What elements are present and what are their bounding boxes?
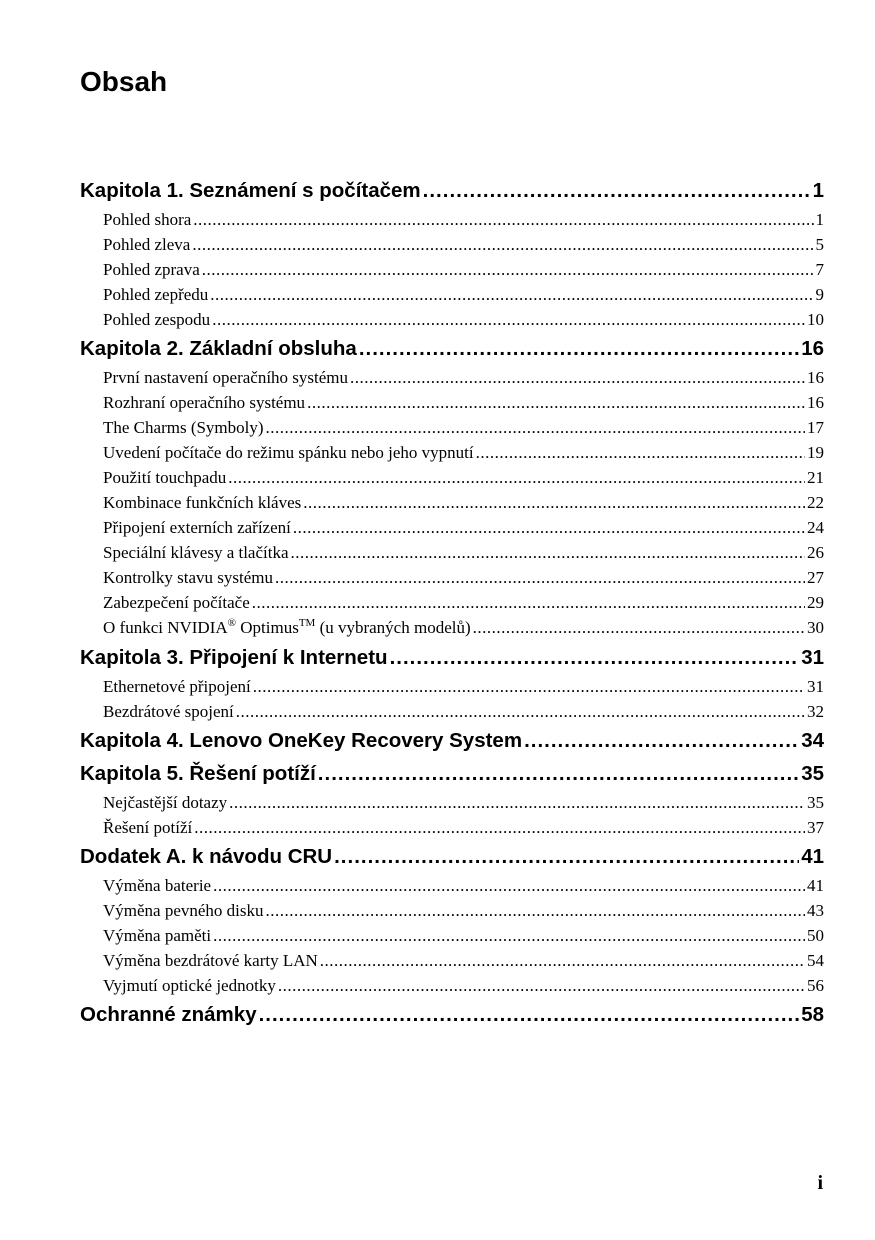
toc-trademarks[interactable] (80, 998, 824, 1031)
toc-chapter-3[interactable] (80, 641, 824, 674)
toc-page-number: 16 (801, 337, 824, 360)
toc-page-number: 41 (801, 845, 824, 868)
dot-leader (476, 440, 805, 465)
dot-leader (228, 465, 805, 490)
toc-entry-label: Rozhraní operačního systému (103, 393, 306, 412)
toc-page-number: 37 (807, 818, 824, 837)
toc-page-number: 58 (801, 1003, 824, 1026)
toc-page-number: 29 (807, 593, 824, 612)
toc-page-number: 27 (807, 568, 824, 587)
toc-section-nvidia-optimus[interactable] (80, 615, 824, 641)
page-title: Obsah (80, 66, 168, 97)
toc-section-pohled-zespodu[interactable] (80, 307, 824, 332)
toc-entry-label: Ethernetové připojení (103, 677, 251, 696)
dot-leader (423, 174, 811, 207)
toc-section-ethernet[interactable] (80, 674, 824, 699)
toc-entry-label: Kombinace funkčních kláves (103, 493, 302, 512)
toc-section-prvni-nastaveni[interactable] (80, 365, 824, 390)
toc-section-charms[interactable] (80, 415, 824, 440)
dot-leader (194, 815, 805, 840)
toc-chapter-2[interactable] (80, 332, 824, 365)
toc-page-number: 34 (801, 729, 824, 752)
dot-leader (259, 998, 800, 1031)
toc-page-number: 26 (807, 543, 824, 562)
toc-section-pohled-shora[interactable] (80, 207, 824, 232)
toc-page-number: 22 (807, 493, 824, 512)
toc-entry-label: Kapitola 1. Seznámení s počítačem (80, 179, 421, 202)
toc-section-zabezpeceni[interactable] (80, 590, 824, 615)
toc-entry-label: Vyjmutí optické jednotky (103, 976, 276, 995)
toc-entry-label (103, 615, 471, 641)
toc-page-number: 1 (812, 179, 824, 202)
toc-entry-label: The Charms (Symboly) (103, 418, 264, 437)
toc-appendix-a[interactable] (80, 840, 824, 873)
toc-page-number: 32 (807, 702, 824, 721)
dot-leader (253, 674, 805, 699)
toc-entry-label: Výměna paměti (103, 926, 212, 945)
dot-leader (236, 699, 805, 724)
toc-page-number: 17 (807, 418, 824, 437)
toc-entry-label: Dodatek A. k návodu CRU (80, 845, 333, 868)
toc-section-vymena-baterie[interactable] (80, 873, 824, 898)
toc-page-number: 30 (807, 618, 824, 637)
toc-page-number: 21 (807, 468, 824, 487)
dot-leader (307, 390, 805, 415)
dot-leader (291, 540, 805, 565)
toc-section-externi-zarizeni[interactable] (80, 515, 824, 540)
page-folio: i (817, 1172, 823, 1194)
dot-leader (202, 257, 814, 282)
toc-page-number: 10 (807, 310, 824, 329)
toc-section-funkcni-klavesy[interactable] (80, 490, 824, 515)
toc-page-number: 19 (807, 443, 824, 462)
toc-page-number: 31 (807, 677, 824, 696)
toc-section-opticka-jednotka[interactable] (80, 973, 824, 998)
dot-leader (303, 490, 805, 515)
dot-leader (318, 757, 799, 790)
dot-leader (390, 641, 800, 674)
toc-page-number: 5 (815, 235, 824, 254)
toc-page-number: 9 (815, 285, 824, 304)
dot-leader (278, 973, 805, 998)
dot-leader (293, 515, 805, 540)
toc-section-rezim-spanku[interactable] (80, 440, 824, 465)
dot-leader (334, 840, 799, 873)
toc-section-rozhrani[interactable] (80, 390, 824, 415)
toc-section-touchpad[interactable] (80, 465, 824, 490)
toc-entry-label: Řešení potíží (103, 818, 193, 837)
dot-leader (266, 415, 805, 440)
toc-entry-label: Kapitola 5. Řešení potíží (80, 762, 316, 785)
toc-section-nejcastejsi-dotazy[interactable] (80, 790, 824, 815)
toc-entry-label: Výměna bezdrátové karty LAN (103, 951, 318, 970)
toc-section-specialni-klavesy[interactable] (80, 540, 824, 565)
toc-entry-label: Výměna pevného disku (103, 901, 264, 920)
toc-entry-label: Ochranné známky (80, 1003, 257, 1026)
toc-entry-label: Bezdrátové spojení (103, 702, 234, 721)
dot-leader (320, 948, 805, 973)
toc-entry-label: První nastavení operačního systému (103, 368, 349, 387)
dot-leader (213, 873, 805, 898)
toc-chapter-5[interactable] (80, 757, 824, 790)
toc-entry-label: Použití touchpadu (103, 468, 227, 487)
toc-entry-label: Pohled zprava (103, 260, 200, 279)
dot-leader (524, 724, 799, 757)
toc-entry-label: Pohled zepředu (103, 285, 209, 304)
dot-leader (252, 590, 805, 615)
toc-page-number: 16 (807, 368, 824, 387)
dot-leader (213, 923, 805, 948)
toc-chapter-1[interactable] (80, 174, 824, 207)
toc-page-number: 16 (807, 393, 824, 412)
registered-mark: ® (227, 617, 236, 629)
label-part: O funkci NVIDIA (103, 618, 228, 637)
dot-leader (266, 898, 805, 923)
toc-entry-label: Speciální klávesy a tlačítka (103, 543, 289, 562)
toc-entry-label: Pohled shora (103, 210, 192, 229)
toc-entry-label: Kapitola 3. Připojení k Internetu (80, 646, 388, 669)
toc-section-pohled-zepredu[interactable] (80, 282, 824, 307)
dot-leader (192, 232, 813, 257)
toc-page-number: 31 (801, 646, 824, 669)
toc-section-vymena-lan[interactable] (80, 948, 824, 973)
dot-leader (193, 207, 813, 232)
toc-section-bezdratove-spojeni[interactable] (80, 699, 824, 724)
dot-leader (229, 790, 805, 815)
toc-entry-label: Připojení externích zařízení (103, 518, 291, 537)
dot-leader (350, 365, 805, 390)
toc-page-number: 35 (801, 762, 824, 785)
toc-page-number: 50 (807, 926, 824, 945)
toc-entry-label: Kapitola 4. Lenovo OneKey Recovery System (80, 729, 523, 752)
toc-section-reseni-potizi[interactable] (80, 815, 824, 840)
toc-section-kontrolky[interactable] (80, 565, 824, 590)
dot-leader (275, 565, 805, 590)
toc-entry-label: Nejčastější dotazy (103, 793, 228, 812)
table-of-contents (80, 174, 824, 1031)
label-part: Optimus (236, 618, 299, 637)
toc-chapter-4[interactable] (80, 724, 824, 757)
toc-page-number: 7 (815, 260, 824, 279)
toc-page-number: 41 (807, 876, 824, 895)
toc-section-vymena-disku[interactable] (80, 898, 824, 923)
dot-leader (473, 615, 805, 641)
toc-section-vymena-pameti[interactable] (80, 923, 824, 948)
toc-section-pohled-zprava[interactable] (80, 257, 824, 282)
dot-leader (212, 307, 805, 332)
toc-entry-label: Pohled zespodu (103, 310, 211, 329)
toc-entry-label: Pohled zleva (103, 235, 191, 254)
dot-leader (210, 282, 813, 307)
toc-page-number: 43 (807, 901, 824, 920)
toc-entry-label: Zabezpečení počítače (103, 593, 250, 612)
dot-leader (359, 332, 799, 365)
toc-entry-label: Kapitola 2. Základní obsluha (80, 337, 357, 360)
toc-page-number: 35 (807, 793, 824, 812)
toc-page-number: 54 (807, 951, 824, 970)
toc-entry-label: Kontrolky stavu systému (103, 568, 273, 587)
toc-entry-label: Uvedení počítače do režimu spánku nebo jeho vypnutí (103, 443, 474, 462)
trademark-mark: TM (298, 617, 316, 629)
toc-page-number: 24 (807, 518, 824, 537)
toc-page-number: 56 (807, 976, 824, 995)
toc-section-pohled-zleva[interactable] (80, 232, 824, 257)
toc-page-number: 1 (815, 210, 824, 229)
label-part: (u vybraných modelů) (315, 618, 471, 637)
toc-entry-label: Výměna baterie (103, 876, 212, 895)
